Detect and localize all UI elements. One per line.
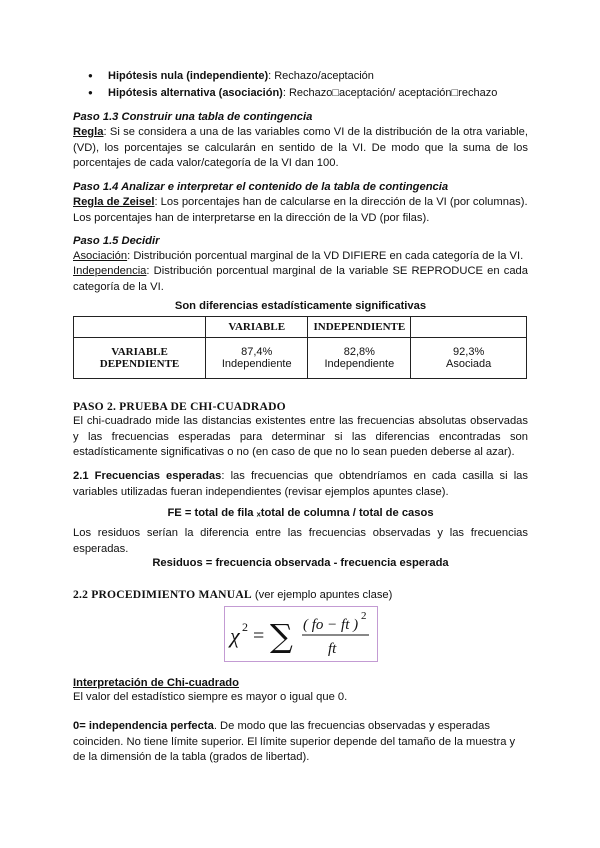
table-empty-cell: [74, 317, 206, 338]
paso-1-3-heading: Paso 1.3 Construir una tabla de contingencia: [73, 111, 313, 123]
procedimiento-note: (ver ejemplo apuntes clase): [251, 589, 393, 601]
bullet-hipotesis-nula: [88, 70, 374, 82]
cell-value: 87,4%: [241, 346, 273, 358]
paso-1-3-rule: [73, 125, 528, 172]
bullet-hipotesis-alternativa: [88, 87, 497, 99]
bullet-dot-icon: ●: [88, 71, 93, 80]
bullet-dot-icon: ●: [88, 88, 93, 97]
row-label-line: VARIABLE: [111, 346, 168, 358]
contingency-table: [73, 316, 527, 379]
bullet-text: : Rechazo□aceptación/ aceptación□rechazo: [282, 87, 498, 99]
table-caption: Son diferencias estadísticamente significativas: [174, 300, 427, 312]
rule-label: Regla: [73, 126, 104, 138]
cell-label: Independiente: [324, 358, 395, 370]
rule-text: : Si se considera a una de las variables como VI de la distribución de la otra variable, (VD), los porcentajes se calcularán en sentido de la VI. De modo que la suma de los porcentajes de cada valor/categoría de la VI dan 100.: [73, 126, 528, 169]
row-label-vd: [74, 338, 206, 379]
residuos-formula: Residuos = frecuencia observada - frecuencia esperada: [152, 557, 449, 569]
formula-num-exp: 2: [361, 610, 367, 622]
chi-square-formula: [224, 606, 378, 662]
formula-chi-exp: 2: [242, 620, 248, 634]
interpretacion-text-1: El valor del estadístico siempre es mayor o igual que 0.: [73, 691, 348, 703]
independencia-label: Independencia: [73, 265, 147, 277]
bullet-text: : Rechazo/aceptación: [268, 70, 374, 82]
row-label-line: DEPENDIENTE: [99, 358, 180, 370]
independencia-line: [73, 264, 528, 295]
residuos-text: Los residuos serían la diferencia entre las frecuencias observadas y las frecuencias esperadas.: [73, 527, 528, 555]
procedimiento-manual: [73, 587, 528, 604]
formula-sum-icon: ∑: [270, 617, 293, 655]
paso-1-4-heading: Paso 1.4 Analizar e interpretar el contenido de la tabla de contingencia: [73, 181, 449, 193]
interpretacion-heading: Interpretación de Chi-cuadrado: [73, 677, 239, 689]
paso-2-heading: PASO 2. PRUEBA DE CHI-CUADRADO: [73, 400, 286, 413]
table-cell: [411, 338, 527, 379]
formula-fe: FE = total de fila ₓtotal de columna / total de casos: [167, 507, 434, 519]
formula-equals: =: [253, 625, 265, 647]
asociacion-label: Asociación: [73, 250, 128, 262]
table-cell: [206, 338, 308, 379]
formula-denominator: ft: [328, 641, 337, 657]
independencia-text: : Distribución porcentual marginal de la variable SE REPRODUCE en cada categoría de la VI.: [73, 265, 528, 293]
formula-chi: χ: [230, 623, 240, 648]
asociacion-text: : Distribución porcentual marginal de la VD DIFIERE en cada categoría de la VI.: [127, 250, 524, 262]
rule-label: Regla de Zeisel: [73, 196, 155, 208]
cell-label: Independiente: [221, 358, 292, 370]
fe-label: 2.1 Frecuencias esperadas: [73, 470, 222, 482]
cell-value: 92,3%: [453, 346, 485, 358]
asociacion-line: [73, 249, 528, 265]
header-variable: VARIABLE: [206, 317, 308, 338]
bullet-label: Hipótesis nula (independiente): [108, 70, 269, 82]
chi-square-formula-svg: [225, 607, 377, 661]
table-header-row: [74, 317, 527, 338]
bullet-label: Hipótesis alternativa (asociación): [108, 87, 283, 99]
independencia-perfecta-text: . De modo que las frecuencias observadas y esperadas coinciden. No tiene límite superior. El límite superior depende del tamaño de la muestra y de la dimensión de la tabla (grados de libertad).: [73, 720, 516, 763]
frecuencias-esperadas: [73, 469, 528, 500]
paso-2-text: El chi-cuadrado mide las distancias existentes entre las frecuencias absolutas observadas y las frecuencias esperadas para determinar si las diferencias encontradas son estadísticamente significativas o no (en caso de que no lo sean pueden deberse al azar).: [73, 415, 528, 458]
table-cell: [308, 338, 411, 379]
formula-numerator: ( fo − ft ): [303, 617, 359, 633]
header-independiente: INDEPENDIENTE: [308, 317, 411, 338]
paso-1-5-heading: Paso 1.5 Decidir: [73, 235, 160, 247]
table-row: [74, 338, 527, 379]
independencia-perfecta-label: 0= independencia perfecta: [73, 720, 214, 732]
paso-1-4-rule: [73, 195, 528, 226]
rule-text: : Los porcentajes han de calcularse en la dirección de la VI (por columnas). Los porcentajes han de interpretarse en la dirección de la VD (por filas).: [73, 196, 528, 224]
table-empty-cell: [411, 317, 527, 338]
cell-label: Asociada: [446, 358, 492, 370]
fe-text: : las frecuencias que obtendríamos en cada casilla si las variables utilizadas fueran independientes (revisar ejemplos apuntes clase).: [73, 470, 528, 498]
cell-value: 82,8%: [343, 346, 375, 358]
interpretacion-text-2: [73, 719, 528, 766]
procedimiento-heading: 2.2 PROCEDIMIENTO MANUAL: [73, 588, 252, 601]
